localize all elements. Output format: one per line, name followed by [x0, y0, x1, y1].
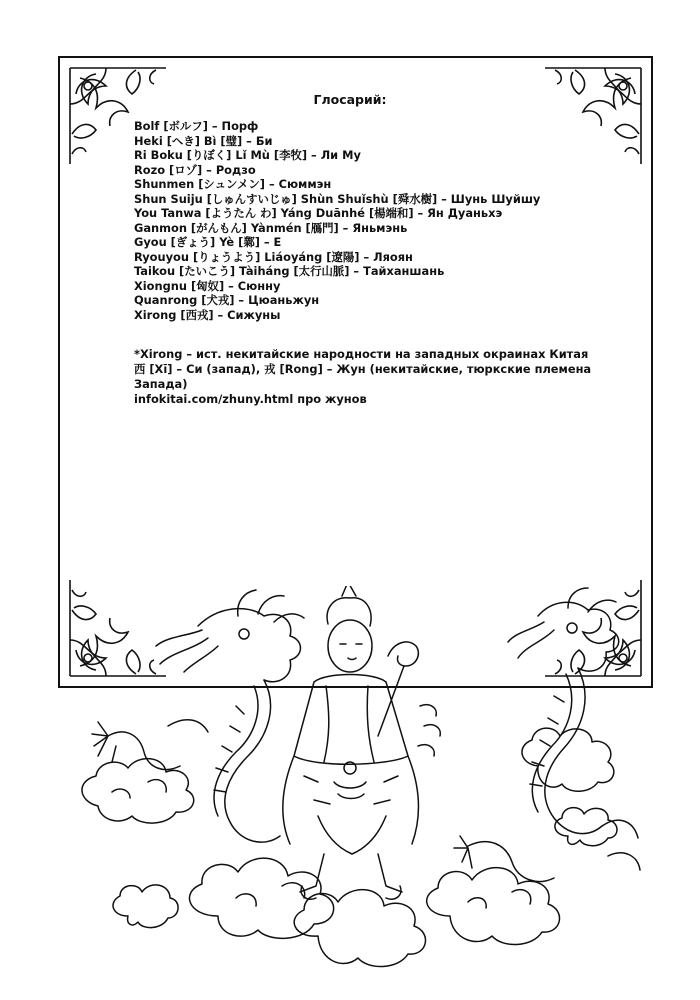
glossary-entry: Heki [へき] Bì [璧] – Би — [134, 133, 273, 148]
glossary-entry: Shun Suiju [しゅんすいじゅ] Shùn Shuǐshù [舜水樹] – Шунь Шуйшу — [134, 191, 541, 206]
glossary-entry: Ryouyou [りょうよう] Liáoyáng [遼陽] – Ляоян — [134, 249, 413, 264]
glossary-entry: Bolf [ボルフ] – Порф — [134, 119, 259, 133]
left-dragon — [92, 590, 304, 842]
footnote-line: 西 [Xī] – Си (запад), 戎 [Rong] – Жун (некитайские, тюркские племена Запада) — [134, 362, 592, 391]
footnote-line: *Xirong – ист. некитайские народности на западных окраинах Китая — [134, 347, 589, 361]
footnote-link[interactable]: infokitai.com/zhuny.html про жунов — [134, 392, 367, 406]
glossary-entry: Shunmen [シュンメン] – Сюммэн — [134, 177, 332, 191]
glossary-entry: Taikou [たいこう] Tàiháng [太行山脈] – Тайханшань — [134, 264, 445, 278]
glossary-entry: Quanrong [犬戎] – Цюаньжун — [134, 293, 320, 307]
rider-figure — [283, 586, 441, 899]
glossary-entry: Rozo [ロゾ] – Родзо — [134, 162, 256, 177]
glossary-entry: Gyou [ぎょう] Yè [鄴] – Е — [134, 235, 282, 249]
glossary-entry: Xiongnu [匈奴] – Сюнну — [134, 278, 281, 293]
glossary-entry: Ganmon [がんもん] Yànmén [鴈門] – Яньмэнь — [134, 220, 408, 235]
footnote — [134, 347, 594, 407]
glossary-entry: You Tanwa [ようたん わ] Yáng Duānhé [楊端和] – Ян Дуаньхэ — [134, 206, 503, 220]
glossary-entry: Ri Boku [りぼく] Lǐ Mù [李牧] – Ли Му — [134, 148, 361, 162]
glossary-list — [134, 119, 604, 322]
glossary-entry: Xirong [西戎] – Сижуны — [134, 307, 281, 322]
dragon-rider-illustration — [68, 586, 648, 986]
glossary-title: Глосарий: — [313, 92, 387, 107]
